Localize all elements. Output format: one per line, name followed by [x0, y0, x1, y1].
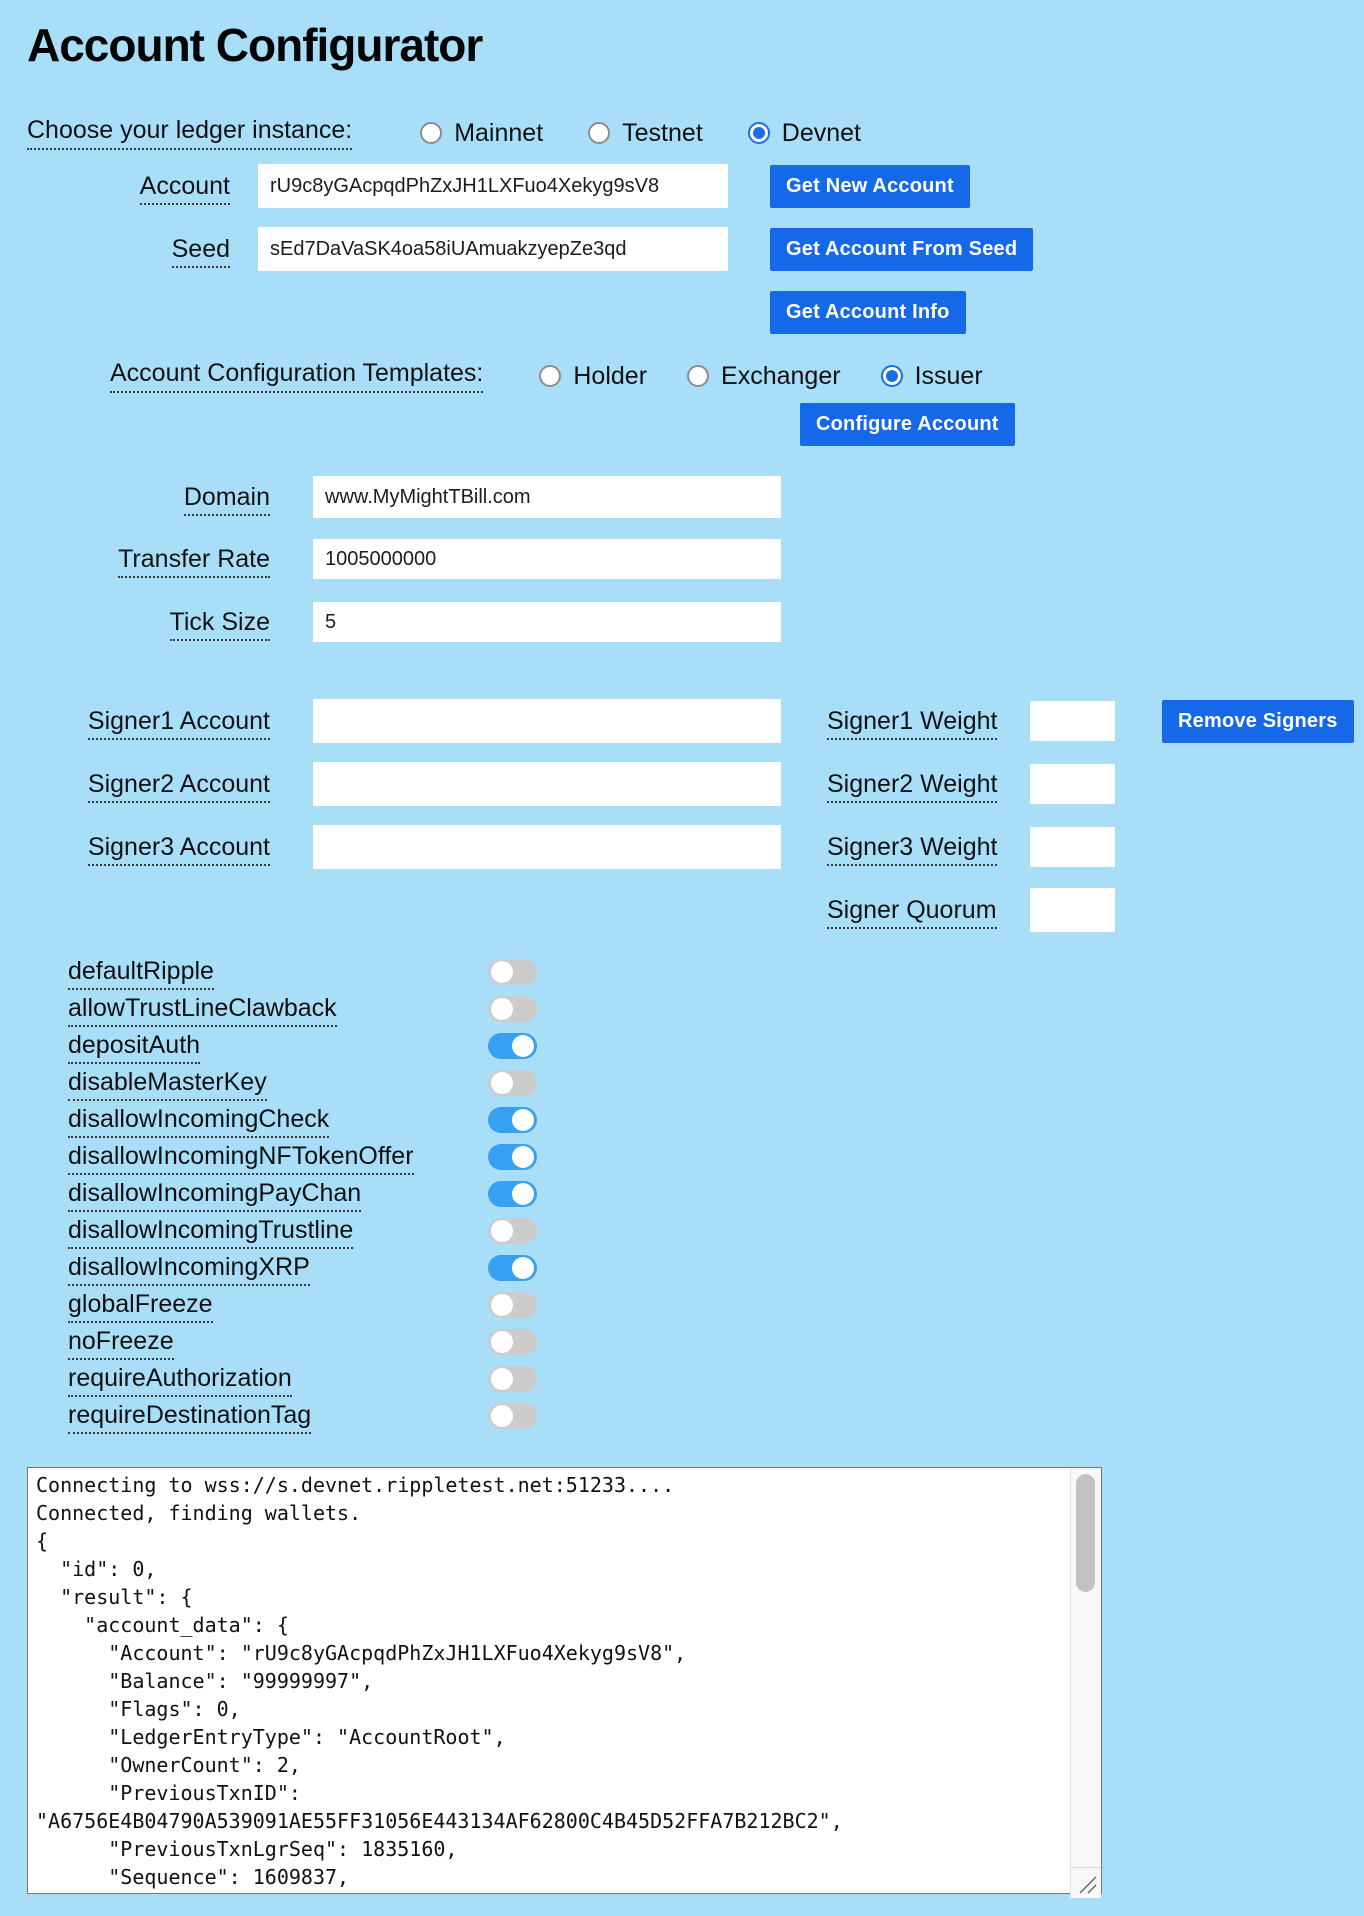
transfer-rate-label: Transfer Rate — [118, 545, 270, 578]
toggle-nofreeze[interactable] — [488, 1329, 537, 1355]
signer1-account-label: Signer1 Account — [88, 707, 270, 740]
flag-label: disallowIncomingPayChan — [68, 1179, 361, 1212]
signer3-account-label: Signer3 Account — [88, 833, 270, 866]
console-resize-handle[interactable] — [1071, 1867, 1101, 1898]
ledger-radio-testnet-label: Testnet — [622, 118, 703, 147]
toggle-disallowincomingcheck[interactable] — [488, 1107, 537, 1133]
toggle-disallowincomingnftokenoffer[interactable] — [488, 1144, 537, 1170]
console-scrollbar[interactable] — [1070, 1468, 1101, 1898]
flag-row-nofreeze — [68, 1326, 1364, 1357]
flag-row-depositauth — [68, 1030, 1364, 1061]
ledger-radio-devnet[interactable] — [748, 119, 861, 148]
tick-size-input[interactable] — [313, 602, 781, 642]
page-title: Account Configurator — [27, 19, 483, 71]
domain-input[interactable] — [313, 476, 781, 518]
ledger-instance-row — [27, 116, 1364, 150]
signer2-weight-input[interactable] — [1030, 764, 1115, 804]
signer1-weight-label: Signer1 Weight — [827, 707, 997, 740]
templates-row — [27, 359, 1364, 393]
radio-icon[interactable] — [588, 122, 610, 144]
configure-account-button[interactable]: Configure Account — [800, 403, 1015, 446]
signer2-account-input[interactable] — [313, 762, 781, 806]
domain-row — [27, 476, 1364, 518]
account-flags-list — [68, 956, 1364, 1431]
signer2-account-label: Signer2 Account — [88, 770, 270, 803]
toggle-allowtrustlineclawback[interactable] — [488, 996, 537, 1022]
flag-row-disallowincomingcheck — [68, 1104, 1364, 1135]
template-radio-exchanger[interactable] — [687, 362, 841, 391]
ledger-radio-mainnet[interactable] — [420, 119, 543, 148]
flag-label: disallowIncomingXRP — [68, 1253, 310, 1286]
signer1-account-input[interactable] — [313, 699, 781, 743]
seed-label: Seed — [172, 235, 230, 268]
flag-row-disallowincomingxrp — [68, 1252, 1364, 1283]
templates-label: Account Configuration Templates: — [110, 359, 483, 393]
flag-label: disableMasterKey — [68, 1068, 267, 1101]
toggle-disablemasterkey[interactable] — [488, 1070, 537, 1096]
signer1-weight-input[interactable] — [1030, 701, 1115, 741]
get-new-account-button[interactable]: Get New Account — [770, 165, 970, 208]
flag-label: requireDestinationTag — [68, 1401, 311, 1434]
seed-input[interactable] — [258, 227, 728, 271]
radio-icon[interactable] — [420, 122, 442, 144]
signer3-weight-input[interactable] — [1030, 827, 1115, 867]
resize-grip-icon — [1076, 1873, 1098, 1895]
console-output[interactable] — [27, 1467, 1102, 1894]
signer3-weight-label: Signer3 Weight — [827, 833, 997, 866]
signer1-row — [27, 699, 1364, 743]
template-radio-issuer-label: Issuer — [914, 361, 983, 390]
toggle-requiredestinationtag[interactable] — [488, 1403, 537, 1429]
ledger-radio-devnet-label: Devnet — [781, 118, 861, 147]
template-radio-holder[interactable] — [539, 362, 647, 391]
remove-signers-button[interactable]: Remove Signers — [1162, 700, 1354, 743]
ledger-radio-mainnet-label: Mainnet — [454, 118, 544, 147]
flag-row-disallowincomingnftokenoffer — [68, 1141, 1364, 1172]
tick-size-row — [27, 602, 1364, 642]
flag-row-requireauthorization — [68, 1363, 1364, 1394]
signer-quorum-input[interactable] — [1030, 888, 1115, 932]
toggle-globalfreeze[interactable] — [488, 1292, 537, 1318]
toggle-disallowincomingpaychan[interactable] — [488, 1181, 537, 1207]
radio-icon[interactable] — [748, 122, 770, 144]
radio-icon[interactable] — [687, 365, 709, 387]
seed-row — [27, 227, 1364, 271]
flag-label: disallowIncomingNFTokenOffer — [68, 1142, 414, 1175]
toggle-disallowincomingxrp[interactable] — [488, 1255, 537, 1281]
toggle-defaultripple[interactable] — [488, 959, 537, 985]
template-radio-exchanger-label: Exchanger — [721, 361, 841, 390]
tick-size-label: Tick Size — [170, 608, 270, 641]
radio-icon[interactable] — [539, 365, 561, 387]
transfer-rate-row — [27, 539, 1364, 579]
signer2-weight-label: Signer2 Weight — [827, 770, 997, 803]
signer3-row — [27, 825, 1364, 869]
flag-label: disallowIncomingCheck — [68, 1105, 329, 1138]
template-radio-issuer[interactable] — [881, 362, 983, 391]
flag-row-requiredestinationtag — [68, 1400, 1364, 1431]
signer-quorum-row — [27, 888, 1364, 932]
signer2-row — [27, 762, 1364, 806]
template-radio-holder-label: Holder — [573, 361, 648, 390]
signer-quorum-label: Signer Quorum — [827, 896, 997, 929]
flag-row-allowtrustlineclawback — [68, 993, 1364, 1024]
console-area — [27, 1467, 1102, 1899]
configure-account-row — [800, 403, 1364, 446]
ledger-radio-testnet[interactable] — [588, 119, 703, 148]
get-account-info-button[interactable]: Get Account Info — [770, 291, 966, 334]
flag-label: globalFreeze — [68, 1290, 213, 1323]
flag-row-defaultripple — [68, 956, 1364, 987]
account-row — [27, 164, 1364, 208]
signer3-account-input[interactable] — [313, 825, 781, 869]
toggle-requireauthorization[interactable] — [488, 1366, 537, 1392]
flag-row-disallowincomingpaychan — [68, 1178, 1364, 1209]
console-scrollbar-thumb[interactable] — [1076, 1474, 1095, 1592]
account-info-row — [770, 291, 1364, 334]
flag-label: noFreeze — [68, 1327, 174, 1360]
flag-row-globalfreeze — [68, 1289, 1364, 1320]
ledger-instance-label: Choose your ledger instance: — [27, 116, 352, 150]
flag-row-disallowincomingtrustline — [68, 1215, 1364, 1246]
get-account-from-seed-button[interactable]: Get Account From Seed — [770, 228, 1033, 271]
flag-label: defaultRipple — [68, 957, 214, 990]
flag-label: disallowIncomingTrustline — [68, 1216, 353, 1249]
toggle-disallowincomingtrustline[interactable] — [488, 1218, 537, 1244]
toggle-depositauth[interactable] — [488, 1033, 537, 1059]
transfer-rate-input[interactable] — [313, 539, 781, 579]
flag-row-disablemasterkey — [68, 1067, 1364, 1098]
flag-label: allowTrustLineClawback — [68, 994, 337, 1027]
flag-label: requireAuthorization — [68, 1364, 292, 1397]
domain-label: Domain — [184, 483, 270, 516]
account-input[interactable] — [258, 164, 728, 208]
radio-icon[interactable] — [881, 365, 903, 387]
flag-label: depositAuth — [68, 1031, 200, 1064]
account-label: Account — [140, 172, 230, 205]
